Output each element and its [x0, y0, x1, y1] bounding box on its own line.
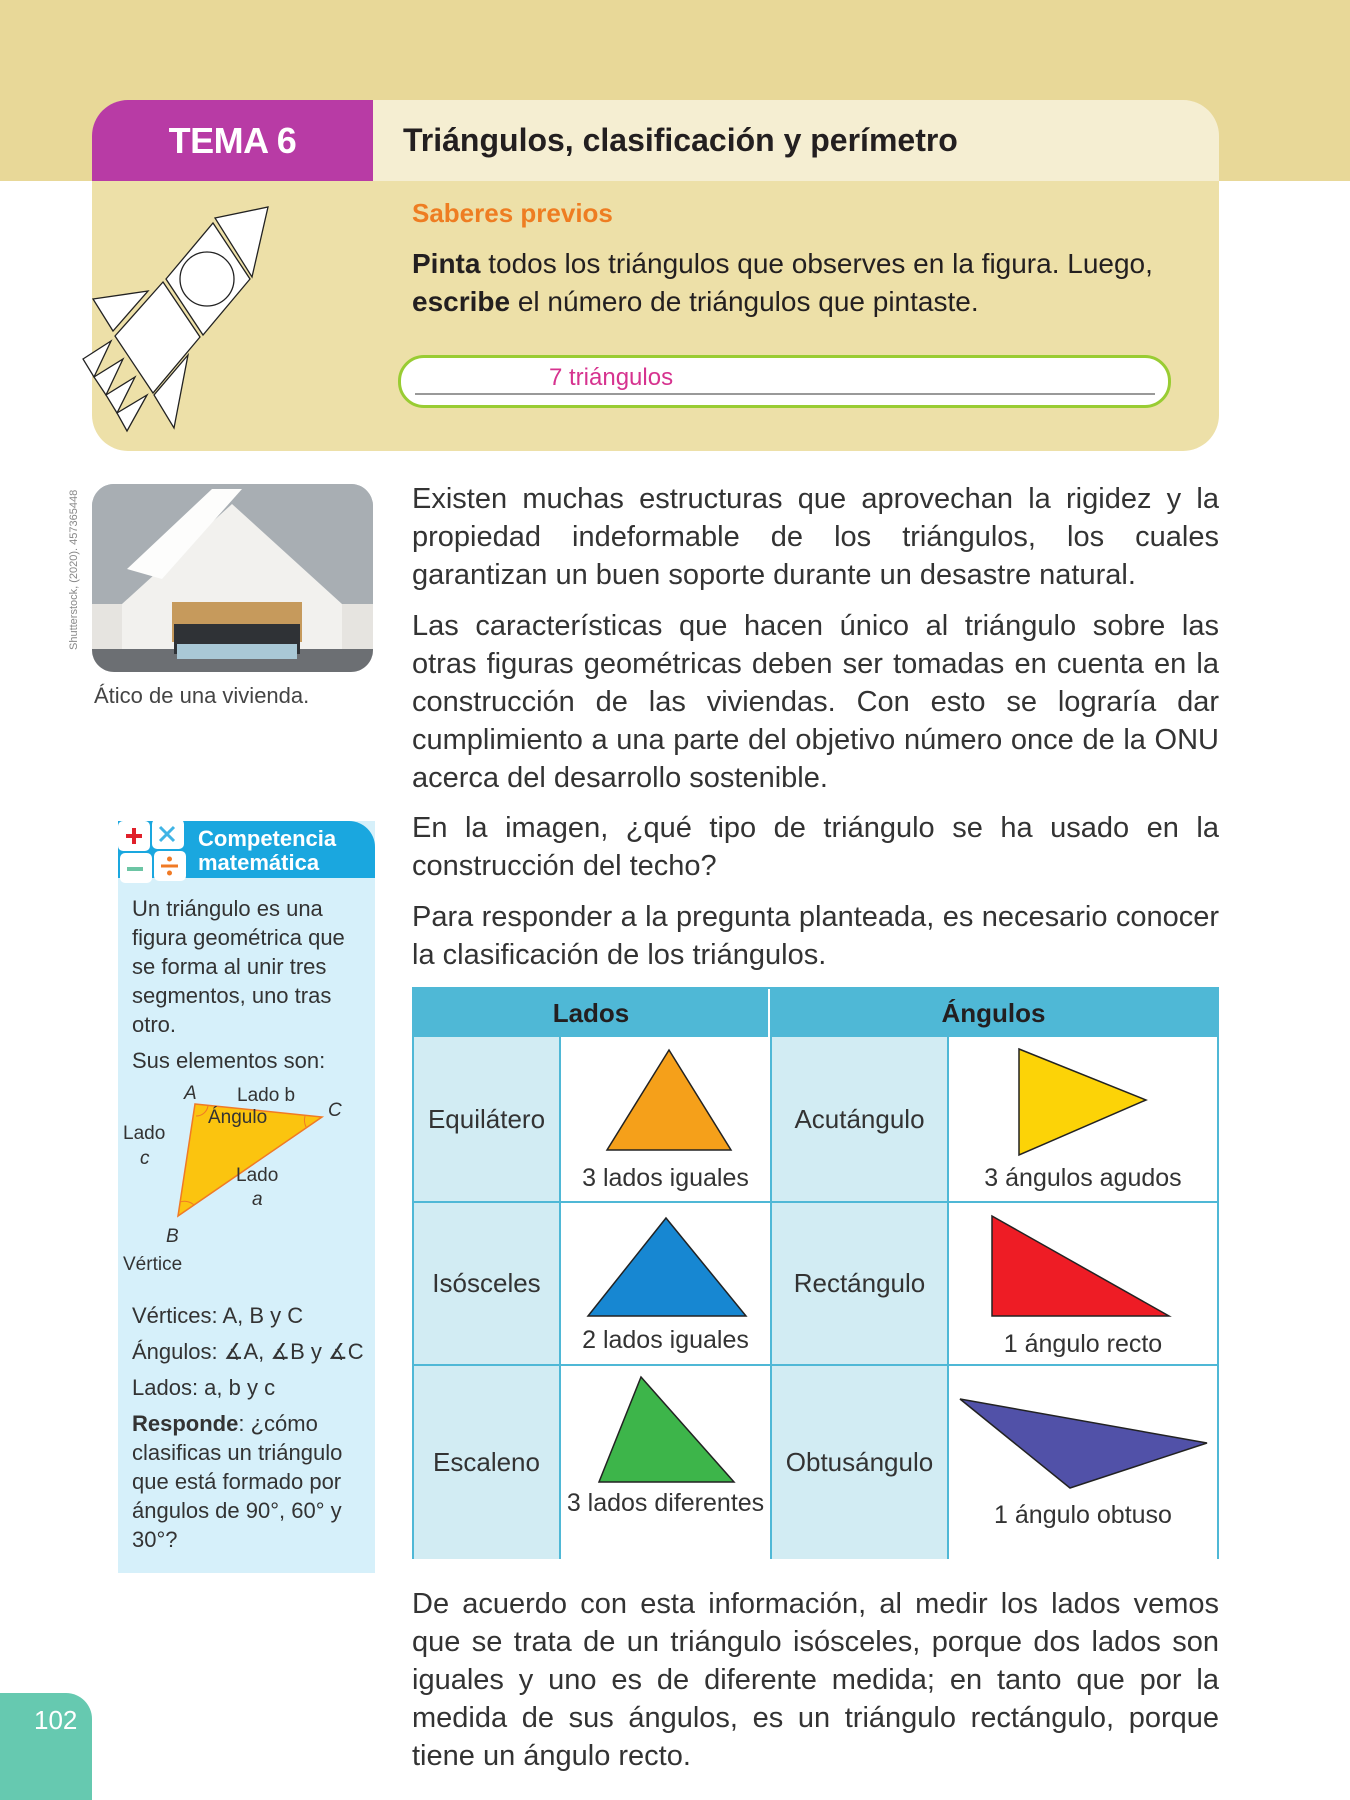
- scalene-triangle: [596, 1374, 741, 1489]
- saberes-heading: Saberes previos: [412, 198, 613, 228]
- answer-line: [415, 393, 1155, 395]
- side-a-letter: a: [252, 1189, 263, 1210]
- label-equilatero: Equilátero: [414, 1037, 561, 1201]
- paragraph: Existen muchas estructuras que aprovechan la rigidez y la propiedad indeformable de los triángulos, los cuales garantizan un buen soporte durante un desastre natural.: [412, 483, 1219, 591]
- cell-isosceles: [561, 1203, 772, 1364]
- answer-field[interactable]: [398, 355, 1171, 408]
- tema-label: TEMA 6: [92, 100, 373, 181]
- photo-caption: Ático de una vivienda.: [94, 683, 310, 708]
- obtuse-triangle: [957, 1396, 1212, 1496]
- competencia-box: [118, 821, 375, 1573]
- desc-obtusangulo: 1 ángulo obtuso: [994, 1501, 1172, 1529]
- equilateral-triangle: [601, 1045, 741, 1155]
- instr-bold: Pinta: [412, 248, 481, 279]
- vertex-b-label: B: [166, 1226, 179, 1247]
- math-operations-icon: [114, 815, 190, 891]
- cell-acutangulo: [949, 1037, 1217, 1201]
- competencia-lados: Lados: a, b y c: [132, 1375, 276, 1400]
- responde-label: Responde: [132, 1411, 239, 1436]
- cell-equilatero: [561, 1037, 772, 1201]
- instr-bold: escribe: [412, 286, 511, 317]
- desc-isosceles: 2 lados iguales: [582, 1326, 749, 1354]
- competencia-title: matemática: [198, 850, 320, 875]
- page-title: Triángulos, clasificación y perímetro: [373, 100, 1219, 181]
- competencia-responde: [132, 1409, 367, 1554]
- instr-text: todos los triángulos que observes en la figura. Luego,: [480, 248, 1153, 279]
- vertex-c-label: C: [328, 1100, 342, 1121]
- desc-equilatero: 3 lados iguales: [582, 1164, 749, 1192]
- side-c-label: Lado: [123, 1123, 166, 1144]
- cell-rectangulo: [949, 1203, 1217, 1364]
- label-rectangulo: Rectángulo: [772, 1203, 949, 1364]
- desc-escaleno: 3 lados diferentes: [566, 1489, 765, 1517]
- paragraph: Las características que hacen único al triángulo sobre las otras figuras geométricas deben ser tomadas en cuenta en la construcción de las viviendas. Con esto se lograría dar cumplimiento a una parte del objetivo número once de la ONU acerca del desarrollo sostenible.: [412, 610, 1219, 794]
- instructions: [412, 245, 1192, 321]
- acute-triangle: [1009, 1045, 1159, 1160]
- desc-rectangulo: 1 ángulo recto: [1003, 1330, 1163, 1358]
- vertex-a-label: A: [184, 1083, 197, 1104]
- competencia-angulos: Ángulos: ∡A, ∡B y ∡C: [132, 1339, 364, 1364]
- angle-label: Ángulo: [208, 1107, 268, 1128]
- attic-illustration: [92, 484, 373, 672]
- cell-obtusangulo: [949, 1366, 1217, 1559]
- competencia-vertices: Vértices: A, B y C: [132, 1303, 304, 1328]
- instr-text: el número de triángulos que pintaste.: [510, 286, 979, 317]
- label-isosceles: Isósceles: [414, 1203, 561, 1364]
- side-a-label: Lado: [236, 1165, 279, 1186]
- paragraph: Para responder a la pregunta planteada, es necesario conocer la clasificación de los triángulos.: [412, 901, 1219, 971]
- side-c-letter: c: [140, 1148, 150, 1169]
- triangle-classification-table: [412, 987, 1219, 1559]
- page-number: 102: [0, 1693, 92, 1800]
- rocket-window-circle[interactable]: [180, 252, 234, 306]
- vertex-label: Vértice: [123, 1254, 183, 1275]
- header-angulos: Ángulos: [770, 989, 1217, 1037]
- header-lados: Lados: [414, 989, 770, 1037]
- label-escaleno: Escaleno: [414, 1366, 561, 1559]
- responde-question: : ¿cómo clasificas un triángulo que está formado por ángulos de 90°, 60° y 30°?: [132, 1411, 343, 1552]
- paragraph: En la imagen, ¿qué tipo de triángulo se ha usado en la construcción del techo?: [412, 812, 1219, 882]
- paragraph: De acuerdo con esta información, al medir los lados vemos que se trata de un triángulo isósceles, porque dos lados son iguales y uno es de diferente medida; en tanto que por la medida de sus ángulos, es un triángulo rectángulo, porque tiene un ángulo recto.: [412, 1588, 1219, 1772]
- right-triangle: [989, 1213, 1179, 1323]
- competencia-elementos: Sus elementos son:: [132, 1048, 326, 1073]
- rocket-figure[interactable]: [0, 0, 400, 460]
- competencia-intro: Un triángulo es una figura geométrica que se forma al unir tres segmentos, uno tras otro.: [132, 896, 345, 1037]
- attic-photo: [92, 484, 373, 672]
- cell-escaleno: [561, 1366, 772, 1559]
- side-b-label: Lado b: [237, 1085, 296, 1106]
- label-acutangulo: Acutángulo: [772, 1037, 949, 1201]
- answer-text: 7 triángulos: [549, 364, 674, 391]
- triangle-elements-diagram: [118, 1081, 375, 1281]
- desc-acutangulo: 3 ángulos agudos: [984, 1164, 1182, 1192]
- competencia-title: Competencia: [198, 826, 337, 851]
- label-obtusangulo: Obtusángulo: [772, 1366, 949, 1559]
- photo-credit: Shutterstock, (2020). 457365448: [68, 489, 80, 650]
- isosceles-triangle: [586, 1213, 751, 1323]
